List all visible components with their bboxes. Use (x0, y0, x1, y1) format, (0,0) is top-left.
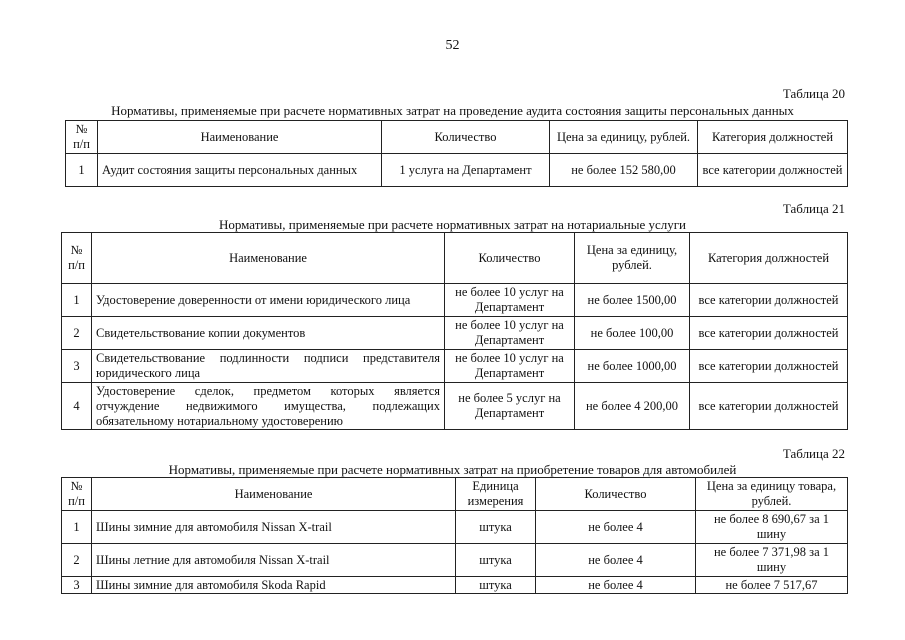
table-row (62, 284, 848, 317)
table-row (62, 383, 848, 430)
cell-name: Удостоверение сделок, предметом которых является отчуждение недвижимого имущества, подлежащих обязательному нотариальному удостоверению (92, 383, 445, 430)
cell-quantity: не более 4 (536, 511, 696, 544)
table-row (62, 350, 848, 383)
table-header-row (66, 121, 848, 154)
header-quantity: Количество (382, 121, 550, 154)
header-number: № п/п (66, 121, 98, 154)
cell-number: 2 (62, 544, 92, 577)
table-21-title: Нормативы, применяемые при расчете нормативных затрат на нотариальные услуги (218, 217, 687, 232)
cell-price: не более 4 200,00 (575, 383, 690, 430)
table-row (66, 154, 848, 187)
table-row (62, 577, 848, 594)
table-row (62, 511, 848, 544)
table-22-title: Нормативы, применяемые при расчете нормативных затрат на приобретение товаров для автомобилей (168, 462, 737, 477)
cell-price: не более 7 371,98 за 1 шину (696, 544, 848, 577)
cell-quantity: не более 10 услуг на Департамент (445, 350, 575, 383)
page-number: 52 (445, 38, 460, 53)
cell-name: Удостоверение доверенности от имени юридического лица (92, 284, 445, 317)
cell-name: Свидетельствование подлинности подписи представителя юридического лица (92, 350, 445, 383)
header-category: Категория должностей (690, 233, 848, 284)
header-unit: Единица измерения (456, 478, 536, 511)
header-price: Цена за единицу, рублей. (575, 233, 690, 284)
header-category: Категория должностей (698, 121, 848, 154)
cell-unit: штука (456, 577, 536, 594)
cell-quantity: не более 4 (536, 577, 696, 594)
cell-category: все категории должностей (690, 317, 848, 350)
table-21 (61, 232, 848, 430)
cell-number: 3 (62, 350, 92, 383)
cell-quantity: не более 4 (536, 544, 696, 577)
header-name: Наименование (92, 233, 445, 284)
cell-name: Свидетельствование копии документов (92, 317, 445, 350)
header-number: № п/п (62, 478, 92, 511)
header-number: № п/п (62, 233, 92, 284)
header-quantity: Количество (445, 233, 575, 284)
table-22-label: Таблица 22 (782, 446, 845, 461)
cell-number: 3 (62, 577, 92, 594)
cell-quantity: не более 10 услуг на Департамент (445, 317, 575, 350)
cell-category: все категории должностей (690, 284, 848, 317)
cell-category: все категории должностей (690, 383, 848, 430)
table-header-row (62, 478, 848, 511)
cell-name: Аудит состояния защиты персональных данных (98, 154, 382, 187)
cell-price: не более 7 517,67 (696, 577, 848, 594)
header-quantity: Количество (536, 478, 696, 511)
cell-price: не более 8 690,67 за 1 шину (696, 511, 848, 544)
cell-name: Шины зимние для автомобиля Nissan X-trail (92, 511, 456, 544)
header-price: Цена за единицу товара, рублей. (696, 478, 848, 511)
cell-price: не более 1000,00 (575, 350, 690, 383)
header-price: Цена за единицу, рублей. (550, 121, 698, 154)
table-20-label: Таблица 20 (782, 86, 845, 101)
cell-number: 4 (62, 383, 92, 430)
cell-price: не более 1500,00 (575, 284, 690, 317)
table-22 (61, 477, 848, 594)
cell-name: Шины зимние для автомобиля Skoda Rapid (92, 577, 456, 594)
cell-quantity: не более 10 услуг на Департамент (445, 284, 575, 317)
cell-quantity: 1 услуга на Департамент (382, 154, 550, 187)
cell-price: не более 152 580,00 (550, 154, 698, 187)
cell-unit: штука (456, 544, 536, 577)
cell-number: 1 (62, 284, 92, 317)
cell-unit: штука (456, 511, 536, 544)
table-20 (65, 120, 848, 187)
cell-quantity: не более 5 услуг на Департамент (445, 383, 575, 430)
table-header-row (62, 233, 848, 284)
header-name: Наименование (98, 121, 382, 154)
cell-number: 1 (62, 511, 92, 544)
table-21-label: Таблица 21 (782, 201, 845, 216)
cell-number: 2 (62, 317, 92, 350)
cell-category: все категории должностей (690, 350, 848, 383)
cell-number: 1 (66, 154, 98, 187)
cell-category: все категории должностей (698, 154, 848, 187)
table-20-title: Нормативы, применяемые при расчете нормативных затрат на проведение аудита состояния защиты персональных данных (111, 103, 794, 118)
cell-name: Шины летние для автомобиля Nissan X-trail (92, 544, 456, 577)
table-row (62, 317, 848, 350)
cell-price: не более 100,00 (575, 317, 690, 350)
table-row (62, 544, 848, 577)
header-name: Наименование (92, 478, 456, 511)
